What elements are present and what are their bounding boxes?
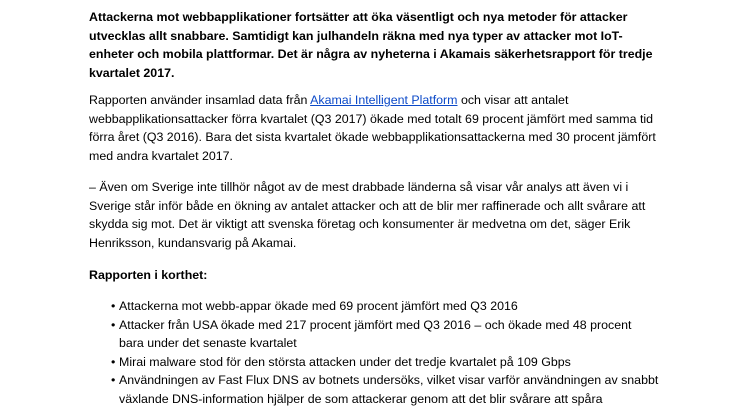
body-paragraph-report [89,91,659,165]
body-paragraph-quote: – Även om Sverige inte tillhör något av de mest drabbade länderna så visar vår analys att även vi i Sverige står inför både en ökning av antalet attacker och att de blir mer raffinerade och allt svårare att skydda sig mot. Det är viktigt att svenska företag och konsumenter är medvetna om det, säger Erik Henriksson, kundansvarig på Akamai. [89,180,646,250]
lead-paragraph: Attackerna mot webbapplikationer fortsätter att öka väsentligt och nya metoder för attacker utvecklas allt snabbare. Samtidigt kan julhandeln räkna med nya typer av attacker mot IoT-enheter och mobila plattformar. Det är några av nyheterna i Akamais säkerhetsrapport för tredje kvartalet 2017. [89,10,653,80]
summary-heading: Rapporten i korthet: [89,268,208,282]
report-text-start: Rapporten använder insamlad data från [89,93,311,107]
list-item-text: Attackerna mot webb-appar ökade med 69 procent jämfört med Q3 2016 [119,299,518,313]
list-item [89,316,659,353]
list-item-text: Användningen av Fast Flux DNS av botnets undersöks, vilket visar varför användningen av snabbt växlande DNS-information hjälper de som attackerar genom att det blir svårare att spåra [119,373,659,406]
list-item [89,371,659,408]
report-text-end: och visar att antalet webbapplikationsattacker förra kvartalet (Q3 2017) ökade med totalt 69 procent jämfört med samma tid förra året (Q3 2016). Bara det sista kvartalet ökade webbapplikationsattackerna med 30 procent jämfört med andra kvartalet 2017. [89,93,656,163]
bullet-icon: • [111,373,116,388]
akamai-platform-link[interactable]: Akamai Intelligent Platform [310,93,458,107]
list-item [89,297,659,316]
list-item [89,353,659,372]
summary-list [89,297,669,409]
list-item-text: Attacker från USA ökade med 217 procent jämfört med Q3 2016 – och ökade med 48 procent bara under det senaste kvartalet [119,317,632,351]
bullet-icon: • [111,299,116,313]
bullet-icon: • [111,354,116,369]
list-item-text: Mirai malware stod för den största attacken under det tredje kvartalet på 109 Gbps [119,354,571,369]
bullet-icon: • [111,317,116,332]
document-page [89,0,669,419]
